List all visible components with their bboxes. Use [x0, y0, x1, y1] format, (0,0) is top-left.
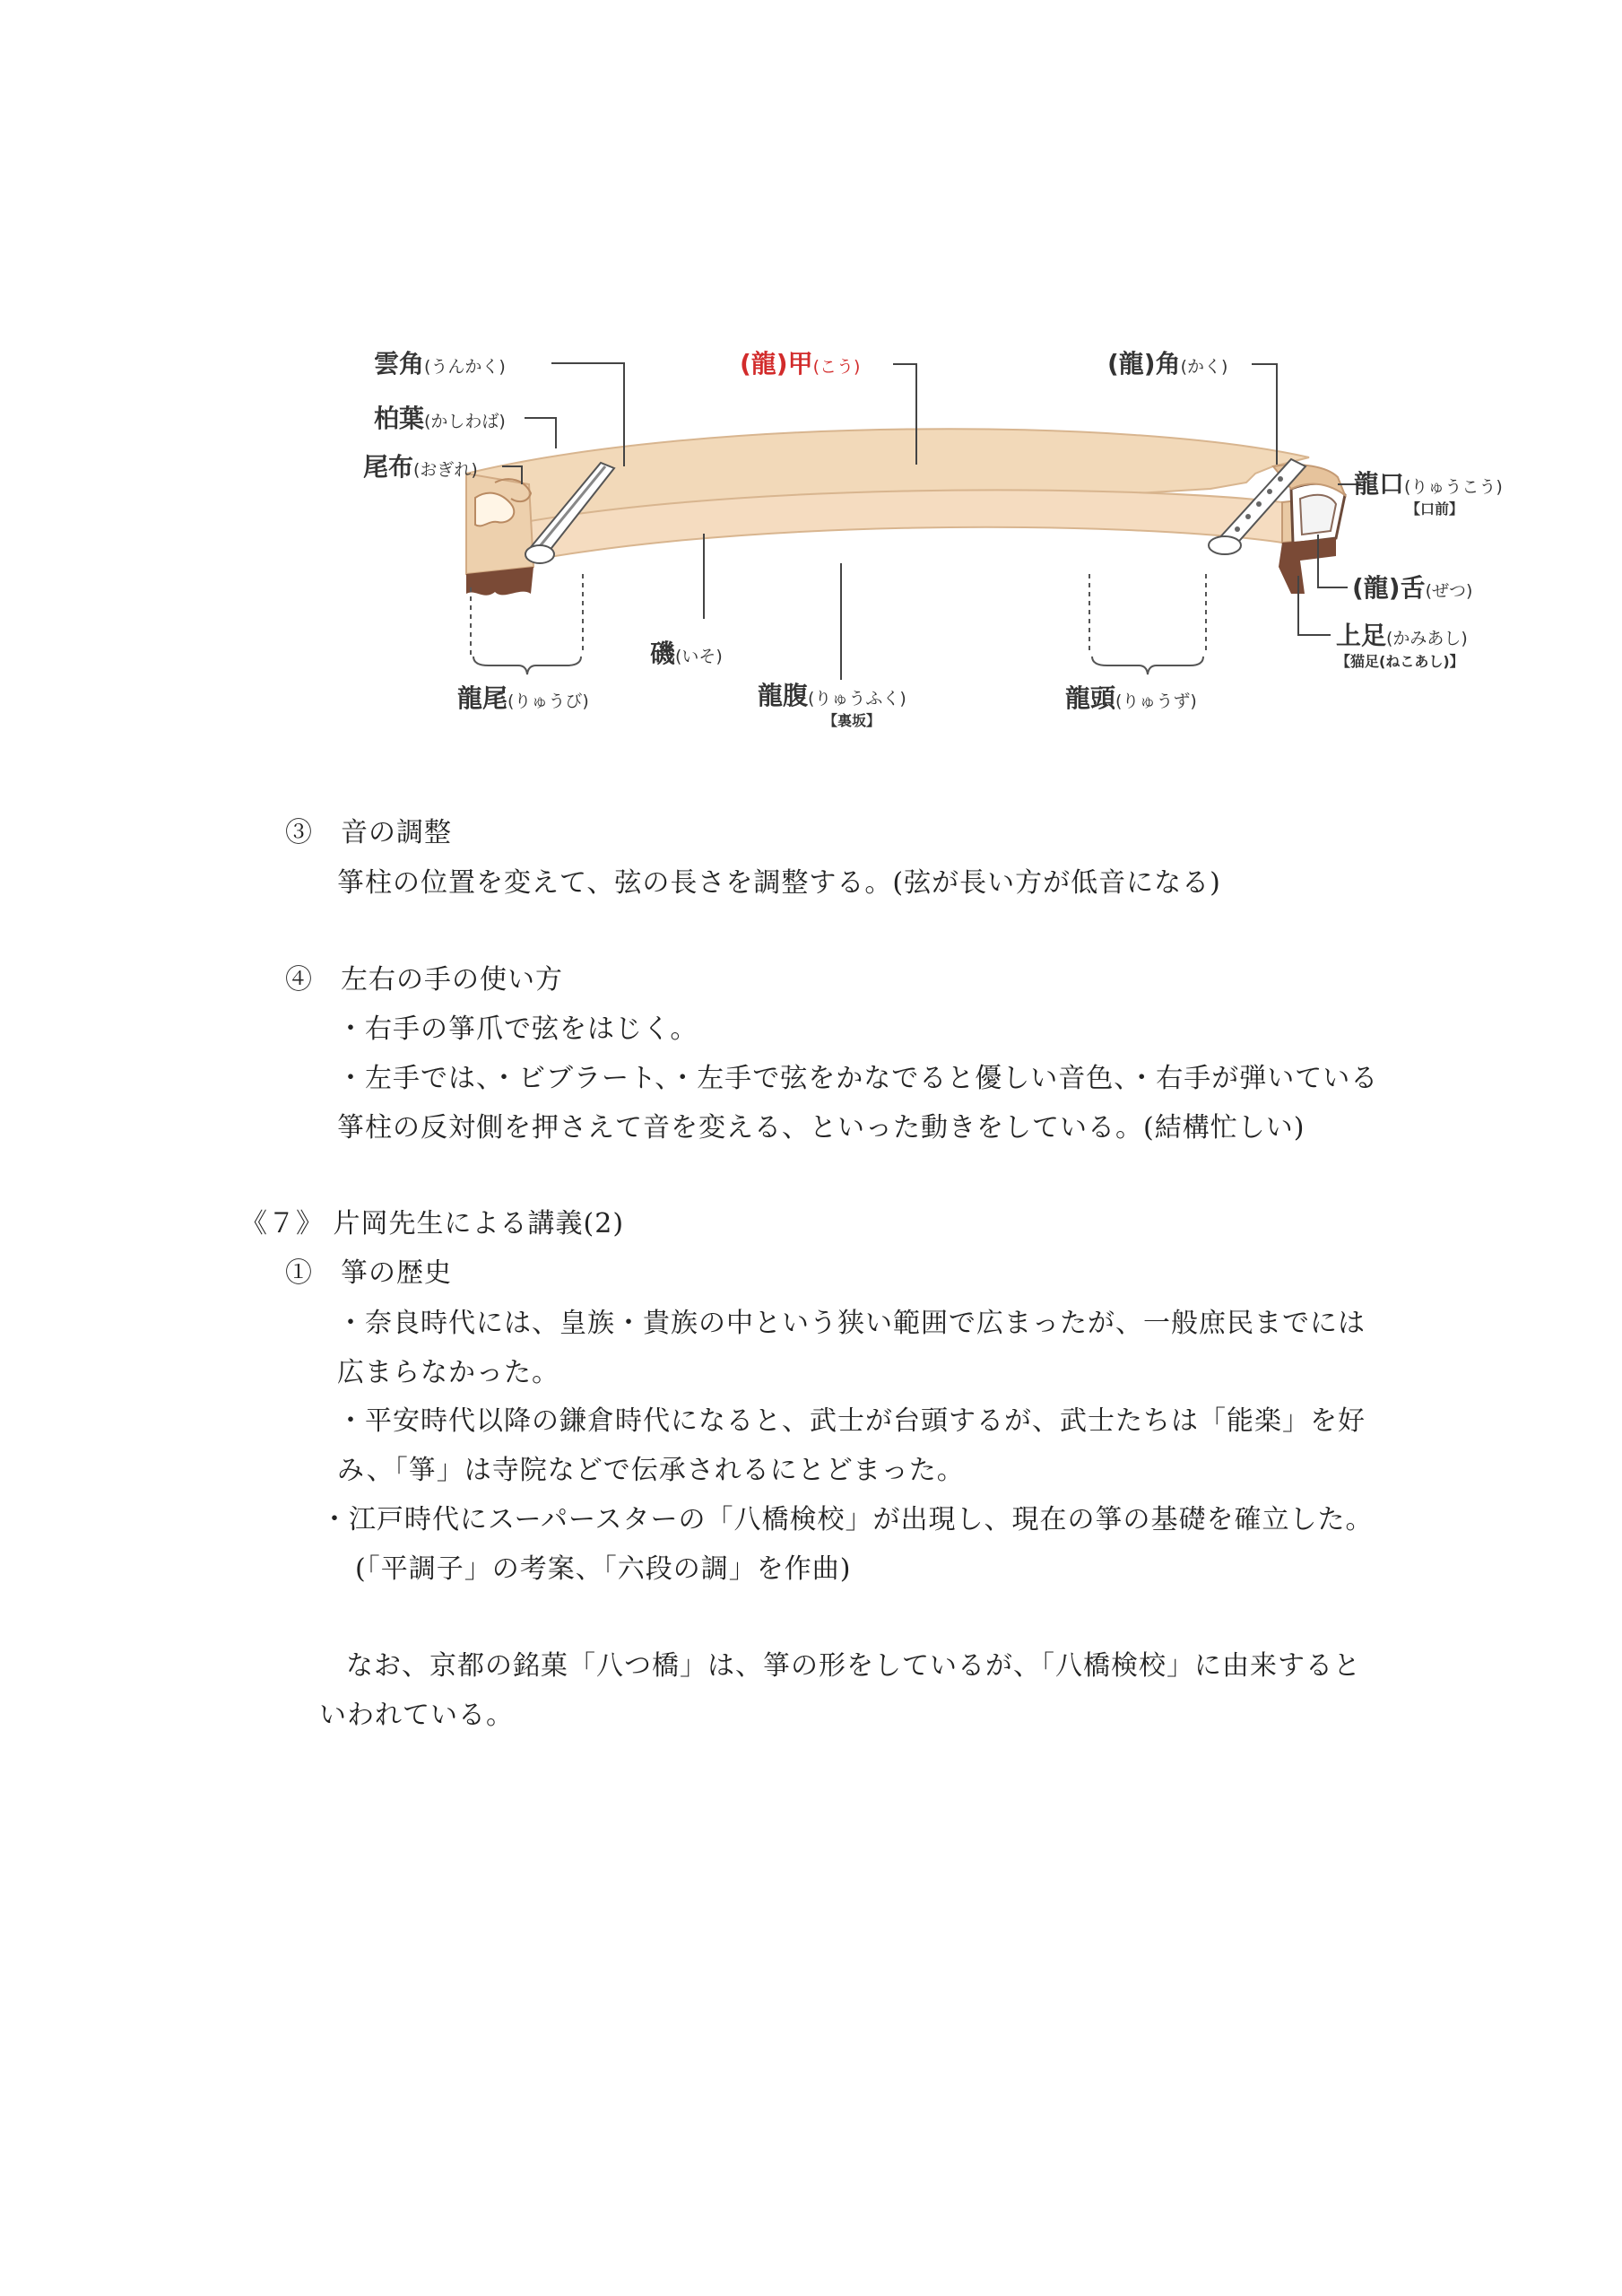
label-ryuufuku-note: 【裏坂】 [823, 712, 881, 729]
note-line-1: なお、京都の銘菓「八つ橋」は、箏の形をしているが、「八橋検校」に由来すると [346, 1650, 1361, 1682]
label-iso: 磯(いそ) [650, 639, 723, 668]
label-ryuubi: 龍尾(りゅうび) [457, 683, 589, 713]
history-line-5: ・江戸時代にスーパースターの「八橋検校」が出現し、現在の箏の基礎を確立した。 [321, 1504, 1374, 1535]
koto-diagram [341, 332, 1503, 753]
section-3-title: ③ 音の調整 [285, 817, 452, 848]
label-ryuuzu: 龍頭(りゅうず) [1065, 683, 1197, 713]
label-zetsu: (龍)舌(ぜつ) [1352, 573, 1473, 603]
label-unkaku: 雲角(うんかく) [374, 349, 506, 378]
section-4-line-1: ・右手の箏爪で弦をはじく。 [337, 1013, 698, 1045]
history-line-4: み、「箏」は寺院などで伝承されるにとどまった。 [337, 1455, 965, 1486]
label-ryuukou-note: 【口前】 [1406, 500, 1464, 517]
section-4-title: ④ 左右の手の使い方 [285, 964, 563, 996]
section-7-heading: 《７》 片岡先生による講義(2) [240, 1208, 625, 1239]
section-3-text: 箏柱の位置を変えて、弦の長さを調整する。(弦が長い方が低音になる) [337, 867, 1221, 899]
label-ogire: 尾布(おぎれ) [363, 452, 478, 482]
section-4-line-2: ・左手では、・ビブラート、・左手で弦をかなでると優しい音色、・右手が弾いている [337, 1063, 1379, 1094]
label-kashiwaba: 柏葉(かしわば) [374, 404, 506, 433]
label-kamiashi-note: 【猫足(ねこあし)】 [1336, 653, 1464, 670]
label-kamiashi: 上足(かみあし) [1336, 621, 1468, 650]
history-line-2: 広まらなかった。 [337, 1357, 559, 1388]
history-line-6: (「平調子」の考案、「六段の調」を作曲) [355, 1553, 852, 1585]
note-line-2: いわれている。 [319, 1700, 514, 1731]
section-4-line-3: 箏柱の反対側を押さえて音を変える、といった動きをしている。(結構忙しい) [337, 1112, 1305, 1144]
history-title: ① 箏の歴史 [285, 1257, 452, 1289]
label-kaku: (龍)角(かく) [1107, 349, 1228, 378]
history-line-1: ・奈良時代には、皇族・貴族の中という狭い範囲で広まったが、一般庶民までには [337, 1308, 1366, 1339]
label-kou: (龍)甲(こう) [740, 349, 861, 378]
history-line-3: ・平安時代以降の鎌倉時代になると、武士が台頭するが、武士たちは「能楽」を好 [337, 1405, 1366, 1437]
label-ryuukou: 龍口(りゅうこう) [1354, 469, 1503, 499]
label-ryuufuku: 龍腹(りゅうふく) [758, 681, 906, 710]
